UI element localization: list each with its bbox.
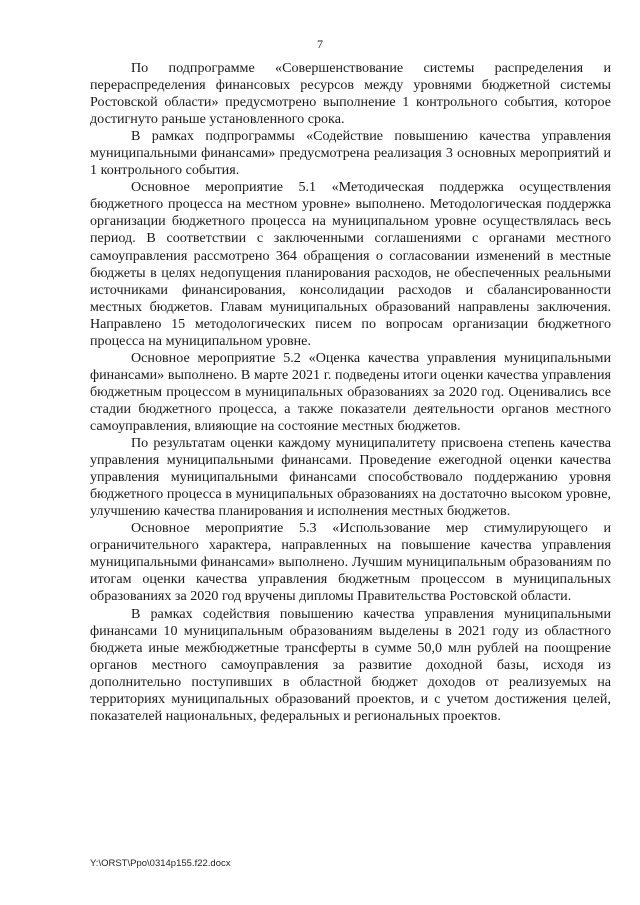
paragraph-subprogram-distribution: По подпрограмме «Совершенствование системы распределения и перераспределения финансовых ресурсов между уровнями бюджетной системы Ростовской области» предусмотрено выполнение 1 контрольного события, которое достигнуто раньше установленного срока. [90, 60, 611, 128]
footer-file-path: Y:\ORST\Ppo\0314p155.f22.docx [90, 858, 231, 869]
paragraph-measure-5-2: Основное мероприятие 5.2 «Оценка качества управления муниципальными финансами» выполнено. В марте 2021 г. подведены итоги оценки качества управления бюджетным процессом в муниципальных образованиях за 2020 год. Оценивались все стадии бюджетного процесса, а также показатели деятельности органов местного самоуправления, влияющие на состояние местных бюджетов. [90, 349, 611, 434]
paragraph-transfers: В рамках содействия повышению качества управления муниципальными финансами 10 муниципальным образованиям выделены в 2021 году из областного бюджета иные межбюджетные трансферты в сумме 50,0 млн рублей на поощрение органов местного самоуправления за развитие доходной базы, исходя из дополнительно поступивших в областной бюджет доходов от реализуемых на территориях муниципальных образований проектов, и с учетом достижения целей, показателей национальных, федеральных и региональных проектов. [90, 605, 611, 724]
paragraph-measure-5-3: Основное мероприятие 5.3 «Использование мер стимулирующего и ограничительного характера, направленных на повышение качества управления муниципальными финансами» выполнено. Лучшим муниципальным образованиям по итогам оценки качества управления бюджетным процессом в муниципальных образованиях за 2020 год вручены дипломы Правительства Ростовской области. [90, 520, 611, 605]
paragraph-assessment-results: По результатам оценки каждому муниципалитету присвоена степень качества управления муниципальными финансами. Проведение ежегодной оценки качества управления муниципальными финансами способствовало поддержанию уровня бюджетного процесса в муниципальных образованиях на достаточно высоком уровне, улучшению качества планирования и исполнения местных бюджетов. [90, 435, 611, 520]
paragraph-subprogram-quality: В рамках подпрограммы «Содействие повышению качества управления муниципальными финансами» предусмотрена реализация 3 основных мероприятий и 1 контрольного события. [90, 128, 611, 179]
page-number: 7 [317, 37, 323, 51]
paragraph-measure-5-1: Основное мероприятие 5.1 «Методическая поддержка осуществления бюджетного процесса на местном уровне» выполнено. Методологическая поддержка организации бюджетного процесса на муниципальном уровне осуществлялась весь период. В соответствии с заключенными соглашениями с органами местного самоуправления рассмотрено 364 обращения о согласовании изменений в местные бюджеты в целях недопущения планирования расходов, не обеспеченных реальными источниками финансирования, консолидации расходов и сбалансированности местных бюджетов. Главам муниципальных образований направлены заключения. Направлено 15 методологических писем по вопросам организации бюджетного процесса на муниципальном уровне. [90, 179, 611, 349]
document-body [90, 60, 611, 725]
